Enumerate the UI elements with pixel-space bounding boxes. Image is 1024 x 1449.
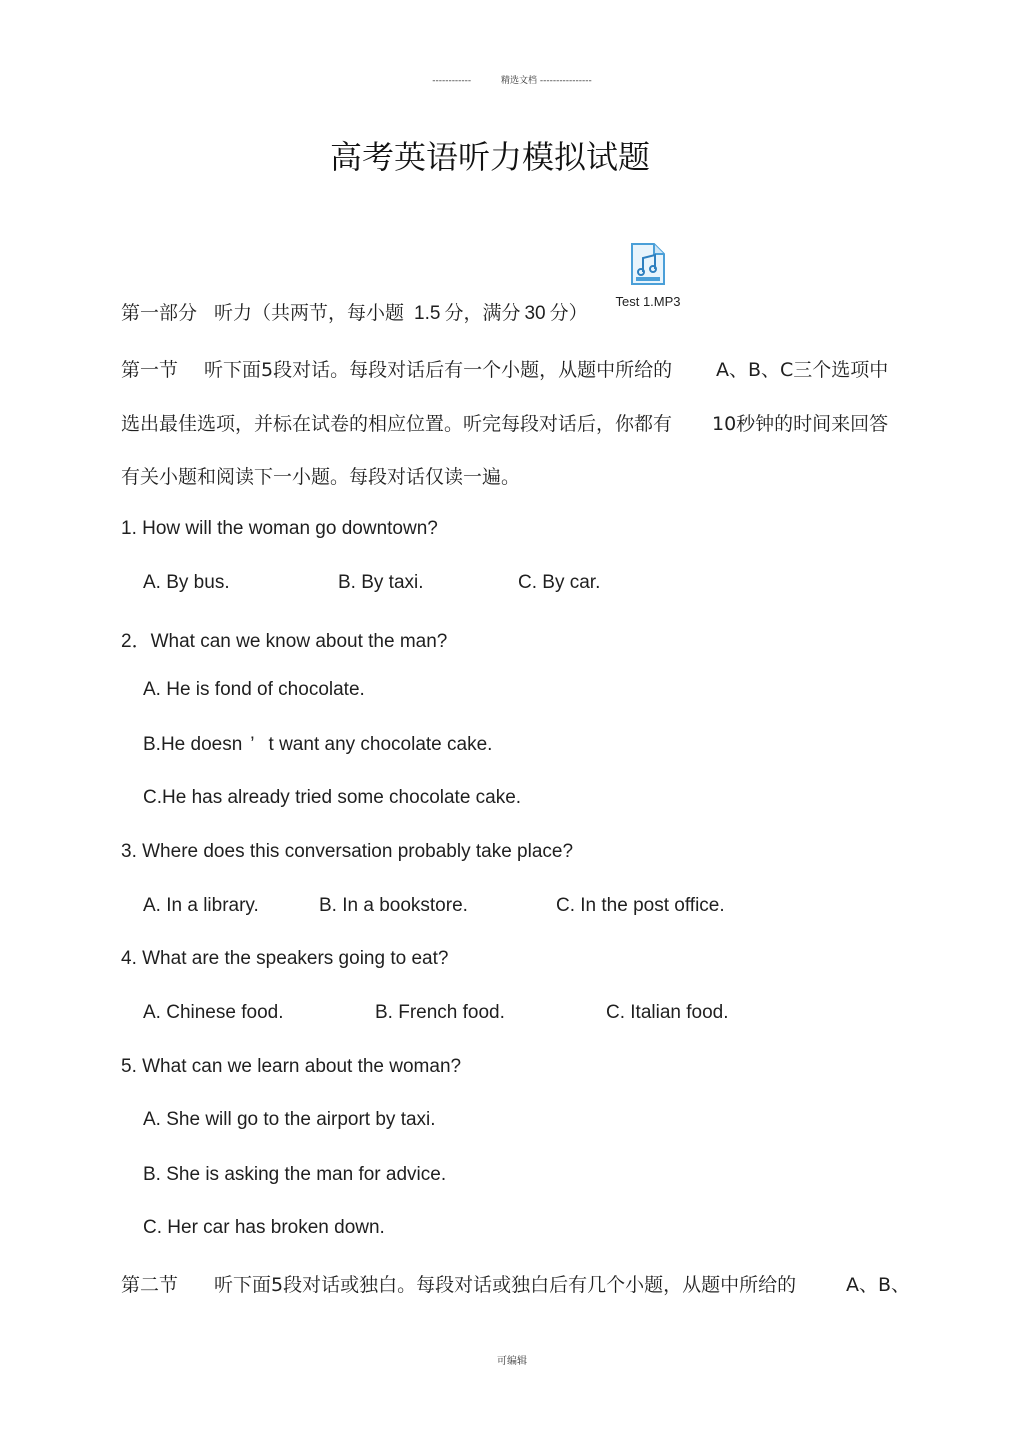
section2-label: 第二节 (121, 1274, 179, 1296)
section2-line1 (121, 1270, 796, 1297)
q3-option-b: B. In a bookstore. (319, 895, 468, 916)
q5-option-c: C. Her car has broken down. (143, 1217, 385, 1238)
q4-option-b: B. French food. (375, 1002, 505, 1023)
section2-text: 听下面5段对话或独白。每段对话或独白后有几个小题，从题中所给的 (214, 1274, 797, 1296)
question-1: 1. How will the woman go downtown? (121, 518, 438, 539)
q2-option-b-apostrophe: ’ (250, 734, 255, 755)
q4-option-c: C. Italian food. (606, 1002, 729, 1023)
q2-option-c: C.He has already tried some chocolate cake. (143, 787, 522, 808)
section1-line1a: 听下面 (204, 359, 262, 381)
header-text: 精选文档 (500, 76, 537, 86)
q3-option-c: C. In the post office. (556, 895, 725, 916)
section1-line1 (121, 355, 672, 382)
header-right-dashes: ---------------- (539, 76, 592, 86)
q4-option-a: A. Chinese food. (143, 1002, 284, 1023)
part1-text2: 分，满分 (444, 302, 521, 324)
q5-option-a: A. She will go to the airport by taxi. (143, 1109, 436, 1130)
page-header (0, 73, 1024, 86)
q2-option-b-part2: t want any chocolate cake. (268, 734, 493, 755)
part1-text3: 分） (549, 302, 588, 324)
question-5: 5. What can we learn about the woman? (121, 1056, 462, 1077)
q2-option-a: A. He is fond of chocolate. (143, 679, 365, 700)
q2-text: What can we know about the man? (150, 631, 448, 652)
section1-line1c: A、B、C三个选项中 (716, 359, 889, 381)
section1-label: 第一节 (121, 359, 179, 381)
audio-file-icon[interactable] (630, 242, 666, 286)
section1-line3: 有关小题和阅读下一小题。每段对话仅读一遍。 (121, 466, 521, 488)
header-left-dashes: ------------ (432, 76, 472, 86)
q1-option-c: C. By car. (518, 572, 601, 593)
attachment-label[interactable]: Test 1.MP3 (615, 294, 681, 309)
q1-option-a: A. By bus. (143, 572, 230, 593)
part1-label: 第一部分 (121, 302, 198, 324)
section1-line2b: 10秒钟的时间来回答 (712, 413, 889, 435)
q2-option-b (143, 734, 492, 756)
q3-option-a: A. In a library. (143, 895, 259, 916)
q5-option-b: B. She is asking the man for advice. (143, 1164, 447, 1185)
section1-line2a: 选出最佳选项，并标在试卷的相应位置。听完每段对话后，你都有 (121, 413, 673, 435)
section1-line1b: 5段对话。每段对话后有一个小题，从题中所给的 (261, 359, 673, 381)
question-4: 4. What are the speakers going to eat? (121, 948, 449, 969)
part1-total: 30 (524, 303, 546, 324)
audio-attachment[interactable] (608, 242, 688, 309)
part1-heading (121, 298, 588, 325)
part1-score: 1.5 (414, 303, 441, 324)
q2-option-b-part1: B.He doesn (143, 734, 243, 755)
q2-number: 2． (121, 631, 151, 652)
part1-text: 听力（共两节，每小题 (214, 302, 405, 324)
q1-option-b: B. By taxi. (338, 572, 424, 593)
page-footer: 可编辑 (497, 1356, 527, 1367)
question-2 (121, 626, 447, 653)
document-title: 高考英语听力模拟试题 (329, 138, 650, 176)
question-3: 3. Where does this conversation probably take place? (121, 841, 574, 862)
section2-text2: A、B、 (846, 1274, 911, 1296)
